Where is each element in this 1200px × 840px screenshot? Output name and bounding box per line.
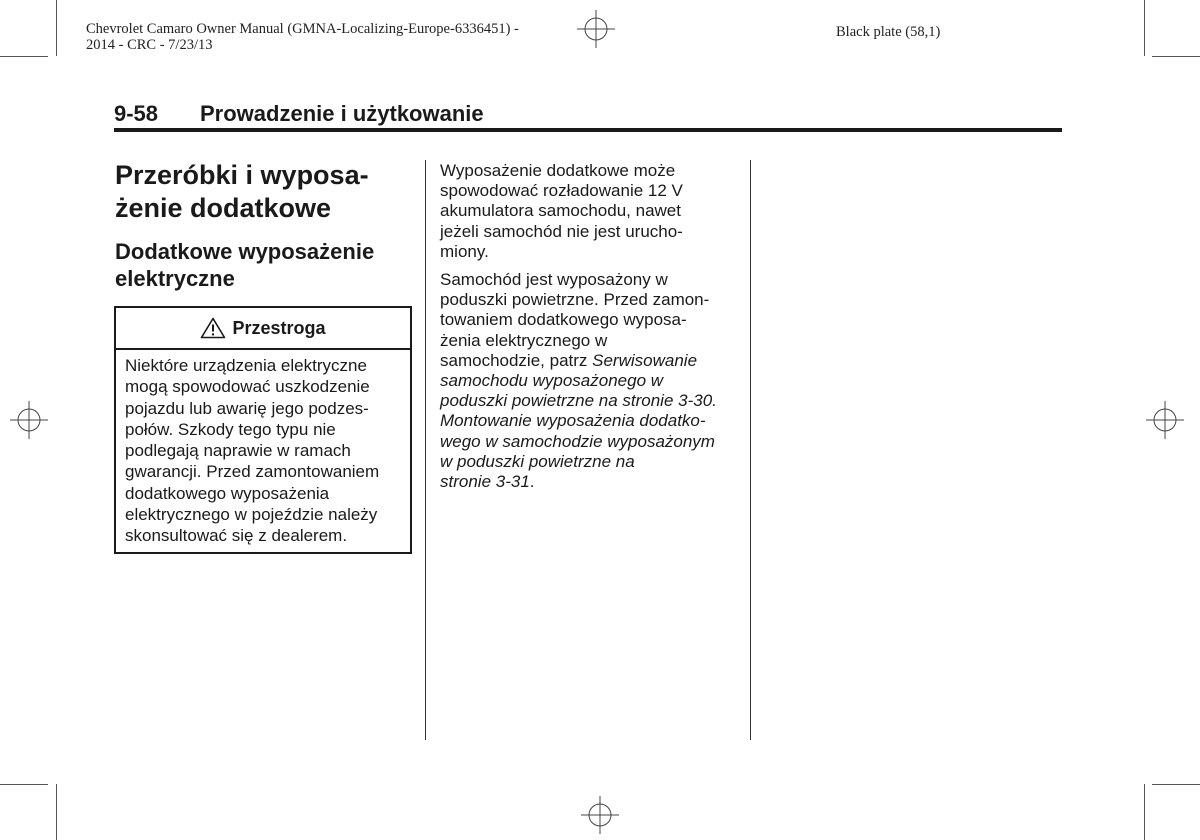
crop-mark-top-left-vertical: [56, 0, 57, 56]
warning-triangle-icon: [200, 317, 226, 339]
paragraph-airbags: [440, 270, 745, 492]
subheading: [115, 238, 415, 292]
registration-mark-right: [1146, 401, 1184, 439]
plate-label: Black plate (58,1): [836, 24, 941, 40]
crop-mark-bottom-right-vertical: [1144, 784, 1145, 840]
caution-line: pojazdu lub awarię jego podzes-: [125, 398, 369, 418]
paragraph-line: żenia elektrycznego w: [440, 330, 608, 350]
paragraph-battery: [440, 161, 745, 262]
manual-date-line: 2014 - CRC - 7/23/13: [86, 37, 213, 53]
paragraph-line: jeżeli samochód nie jest urucho-: [440, 221, 683, 241]
registration-mark-top: [577, 10, 615, 48]
paragraph-line: Wyposażenie dodatkowe może: [440, 161, 676, 180]
sentence-end: .: [529, 472, 535, 492]
registration-mark-bottom: [581, 796, 619, 834]
crop-mark-top-right-horizontal: [1152, 56, 1200, 57]
heading-line: Przeróbki i wyposa-: [115, 160, 369, 190]
cross-reference-link[interactable]: poduszki powietrzne na stronie 3-30.: [440, 391, 717, 411]
paragraph-line: spowodować rozładowanie 12 V: [440, 181, 683, 201]
caution-line: połów. Szkody tego typu nie: [125, 419, 336, 439]
caution-line: Niektóre urządzenia elektryczne: [125, 356, 367, 375]
caution-line: skonsultować się z dealerem.: [125, 526, 348, 546]
caution-label: Przestroga: [232, 317, 326, 338]
caution-line: mogą spowodować uszkodzenie: [125, 377, 370, 397]
caution-text: [125, 355, 405, 547]
crop-mark-bottom-left-horizontal: [0, 784, 48, 785]
heading-line: żenie dodatkowe: [115, 193, 332, 223]
cross-reference-link[interactable]: Montowanie wyposażenia dodatko-: [440, 411, 706, 431]
section-title: Prowadzenie i użytkowanie: [200, 101, 484, 126]
paragraph-line: [440, 472, 745, 492]
cross-reference-link[interactable]: Serwisowanie: [592, 350, 698, 370]
crop-mark-bottom-left-vertical: [56, 784, 57, 840]
column-divider-left: [425, 160, 426, 740]
column-divider-right: [750, 160, 751, 740]
caution-line: dodatkowego wyposażenia: [125, 483, 330, 503]
paragraph-line: [440, 351, 745, 371]
crop-mark-bottom-right-horizontal: [1152, 784, 1200, 785]
paragraph-line: poduszki powietrzne. Przed zamon-: [440, 290, 710, 310]
caution-box: [114, 306, 412, 554]
manual-info-line: Chevrolet Camaro Owner Manual (GMNA-Localizing-Europe-6336451) -: [86, 21, 519, 37]
paragraph-line: towaniem dodatkowego wyposa-: [440, 310, 687, 330]
cross-reference-link[interactable]: stronie 3-31: [440, 472, 530, 492]
paragraph-line: miony.: [440, 241, 489, 261]
paragraph-text: samochodzie, patrz: [440, 350, 593, 370]
header-rule: [114, 128, 1062, 132]
caution-line: elektrycznego w pojeździe należy: [125, 505, 378, 525]
cross-reference-link[interactable]: wego w samochodzie wyposażonym: [440, 431, 715, 451]
cross-reference-link[interactable]: w poduszki powietrzne na: [440, 451, 635, 471]
cross-reference-link[interactable]: samochodu wyposażonego w: [440, 371, 664, 391]
subheading-line: elektryczne: [115, 266, 235, 291]
caution-line: podlegają naprawie w ramach: [125, 441, 351, 461]
paragraph-line: Samochód jest wyposażony w: [440, 270, 668, 289]
page-heading: [115, 159, 415, 225]
crop-mark-top-right-vertical: [1144, 0, 1145, 56]
registration-mark-left: [10, 401, 48, 439]
paragraph-line: akumulatora samochodu, nawet: [440, 201, 681, 221]
crop-mark-top-left-horizontal: [0, 56, 48, 57]
caution-line: gwarancji. Przed zamontowaniem: [125, 462, 380, 482]
subheading-line: Dodatkowe wyposażenie: [115, 239, 375, 264]
caution-header: [116, 308, 410, 350]
page-number: 9-58: [114, 101, 159, 126]
